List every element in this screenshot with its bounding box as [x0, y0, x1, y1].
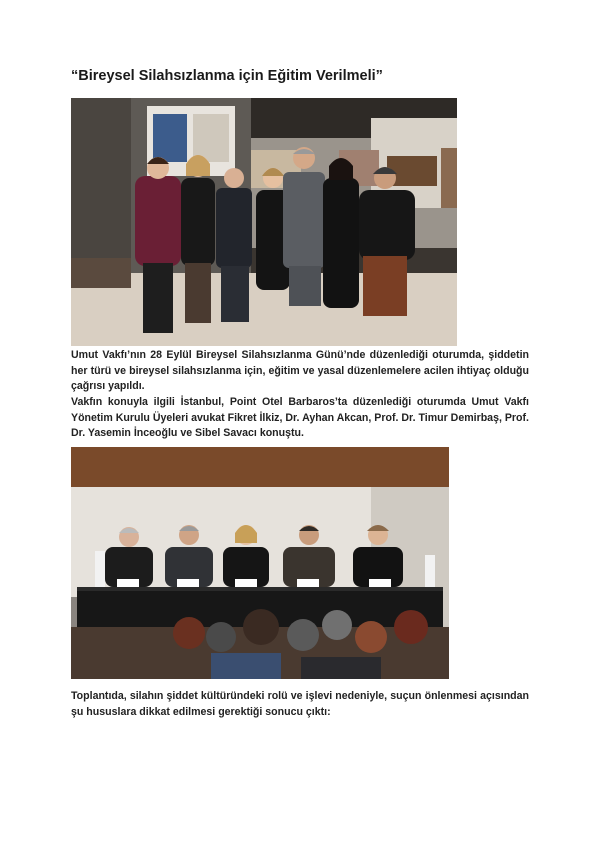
group-photo: [71, 98, 457, 346]
group-photo-illustration: [71, 98, 457, 346]
panel-photo-illustration: [71, 447, 449, 679]
paragraph-conclusion: Toplantıda, silahın şiddet kültüründeki rolü ve işlevi nedeniyle, suçun önlenmesi açısından şu hususlara dikkat edilmesi gerektiği sonucu çıktı:: [71, 690, 529, 718]
panel-photo: [71, 447, 449, 679]
paragraph-intro: Umut Vakfı’nın 28 Eylül Bireysel Silahsızlanma Günü’nde düzenlediği oturumda, şiddetin her türü ve bireysel silahsızlanma için, eğitim ve yasal düzenlemelere acilen ihtiyaç olduğu çağrısı yapıldı.: [71, 349, 529, 393]
page-title: “Bireysel Silahsızlanma için Eğitim Verilmeli”: [71, 68, 383, 84]
paragraph-speakers: Vakfın konuyla ilgili İstanbul, Point Otel Barbaros’ta düzenlediği oturumda Umut Vakfı Yönetim Kurulu Üyeleri avukat Fikret İlkiz, Dr. Ayhan Akcan, Prof. Dr. Timur Demirbaş, Prof. Dr. Yasemin İnceoğlu ve Sibel Savacı konuştu.: [71, 396, 529, 440]
